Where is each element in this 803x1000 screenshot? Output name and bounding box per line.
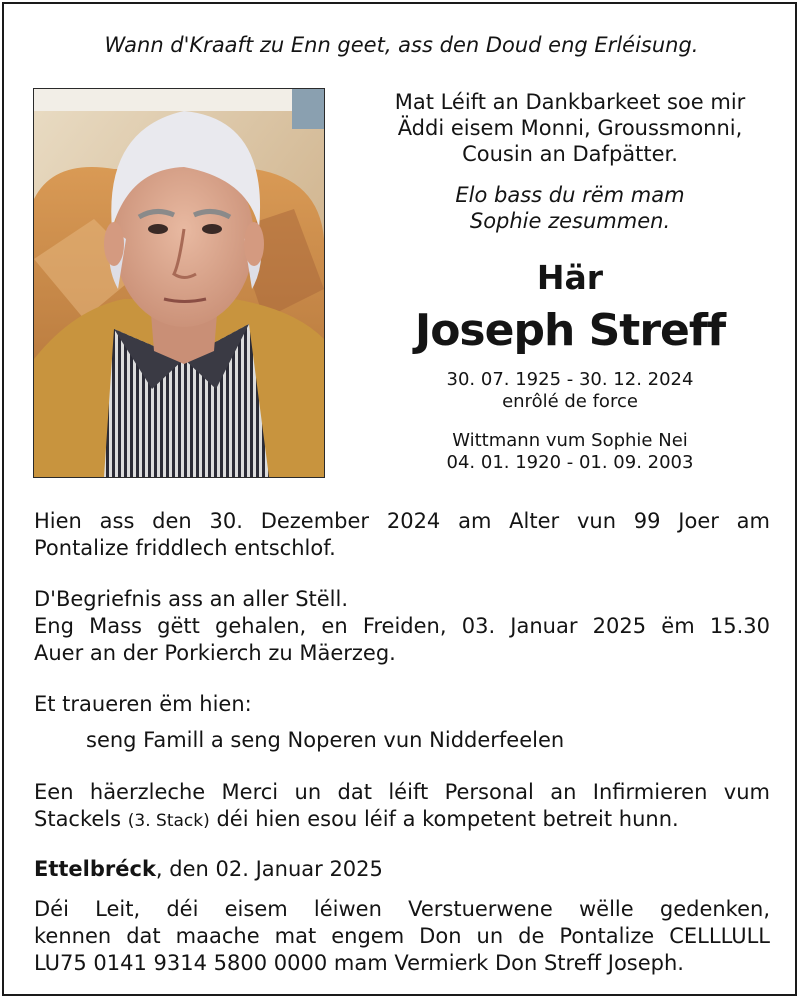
text-line: Pontalize friddlech entschlof. [34,536,336,560]
text-line: D'Begriefnis ass an aller Stëll. [34,587,349,611]
text-line: Déi Leit, déi eisem léiwen Verstuerwene wëlle gedenken, [34,897,770,921]
honorific: Här [536,258,604,297]
mourners-heading: Et traueren ëm hien: [34,692,252,716]
spouse-line: Wittmann vum Sophie Nei [452,430,688,451]
text-line: LU75 0141 9314 5800 0000 mam Vermierk Don Streff Joseph. [34,951,684,975]
spouse-block [345,430,795,474]
motto: Wann d'Kraaft zu Enn geet, ass den Doud eng Erléisung. [104,33,699,57]
paragraph-funeral [34,586,770,667]
deceased-name: Joseph Streff [414,305,726,356]
text-line: Eng Mass gëtt gehalen, en Freiden, 03. Januar 2025 ëm 15.30 [34,614,770,638]
dedication-italic-line: Sophie zesummen. [469,209,671,233]
text-fragment: déi hien esou léif a kompetent betreit hunn. [216,807,679,831]
mourners-list: seng Famill a seng Noperen vun Nidderfeelen [86,728,565,752]
text-line: Auer an der Porkierch zu Mäerzeg. [34,641,396,665]
paragraph-passing [34,508,770,562]
text-line: Hien ass den 30. Dezember 2024 am Alter vun 99 Joer am [34,509,770,533]
text-line: Een häerzleche Merci un dat léift Personal an Infirmieren vum [34,780,770,804]
text-line: kennen dat maache mat engem Don un de Pontalize CELLLULL [34,924,770,948]
text-fragment: Stackels [34,807,122,831]
dedication-line: Mat Léift an Dankbarkeet soe mir [394,90,746,114]
text-line [34,806,770,835]
spouse-dates: 04. 01. 1920 - 01. 09. 2003 [446,452,694,473]
dedication-line: Äddi eisem Monni, Groussmonni, [397,116,743,140]
place-date [34,856,770,883]
floor-note: (3. Stack) [127,811,210,831]
portrait-photo [33,88,325,478]
dedication-italic [345,182,795,234]
life-dates: 30. 07. 1925 - 30. 12. 2024 [446,369,694,390]
life-dates-block [345,369,795,413]
dedication-line: Cousin an Dafpätter. [462,142,678,166]
paragraph-donation [34,896,770,977]
deceased-note: enrôlé de force [502,391,638,412]
place: Ettelbréck [34,857,156,881]
dedication-italic-line: Elo bass du rëm mam [455,183,685,207]
date: , den 02. Januar 2025 [155,857,383,881]
paragraph-thanks [34,779,770,835]
dedication [345,89,795,167]
